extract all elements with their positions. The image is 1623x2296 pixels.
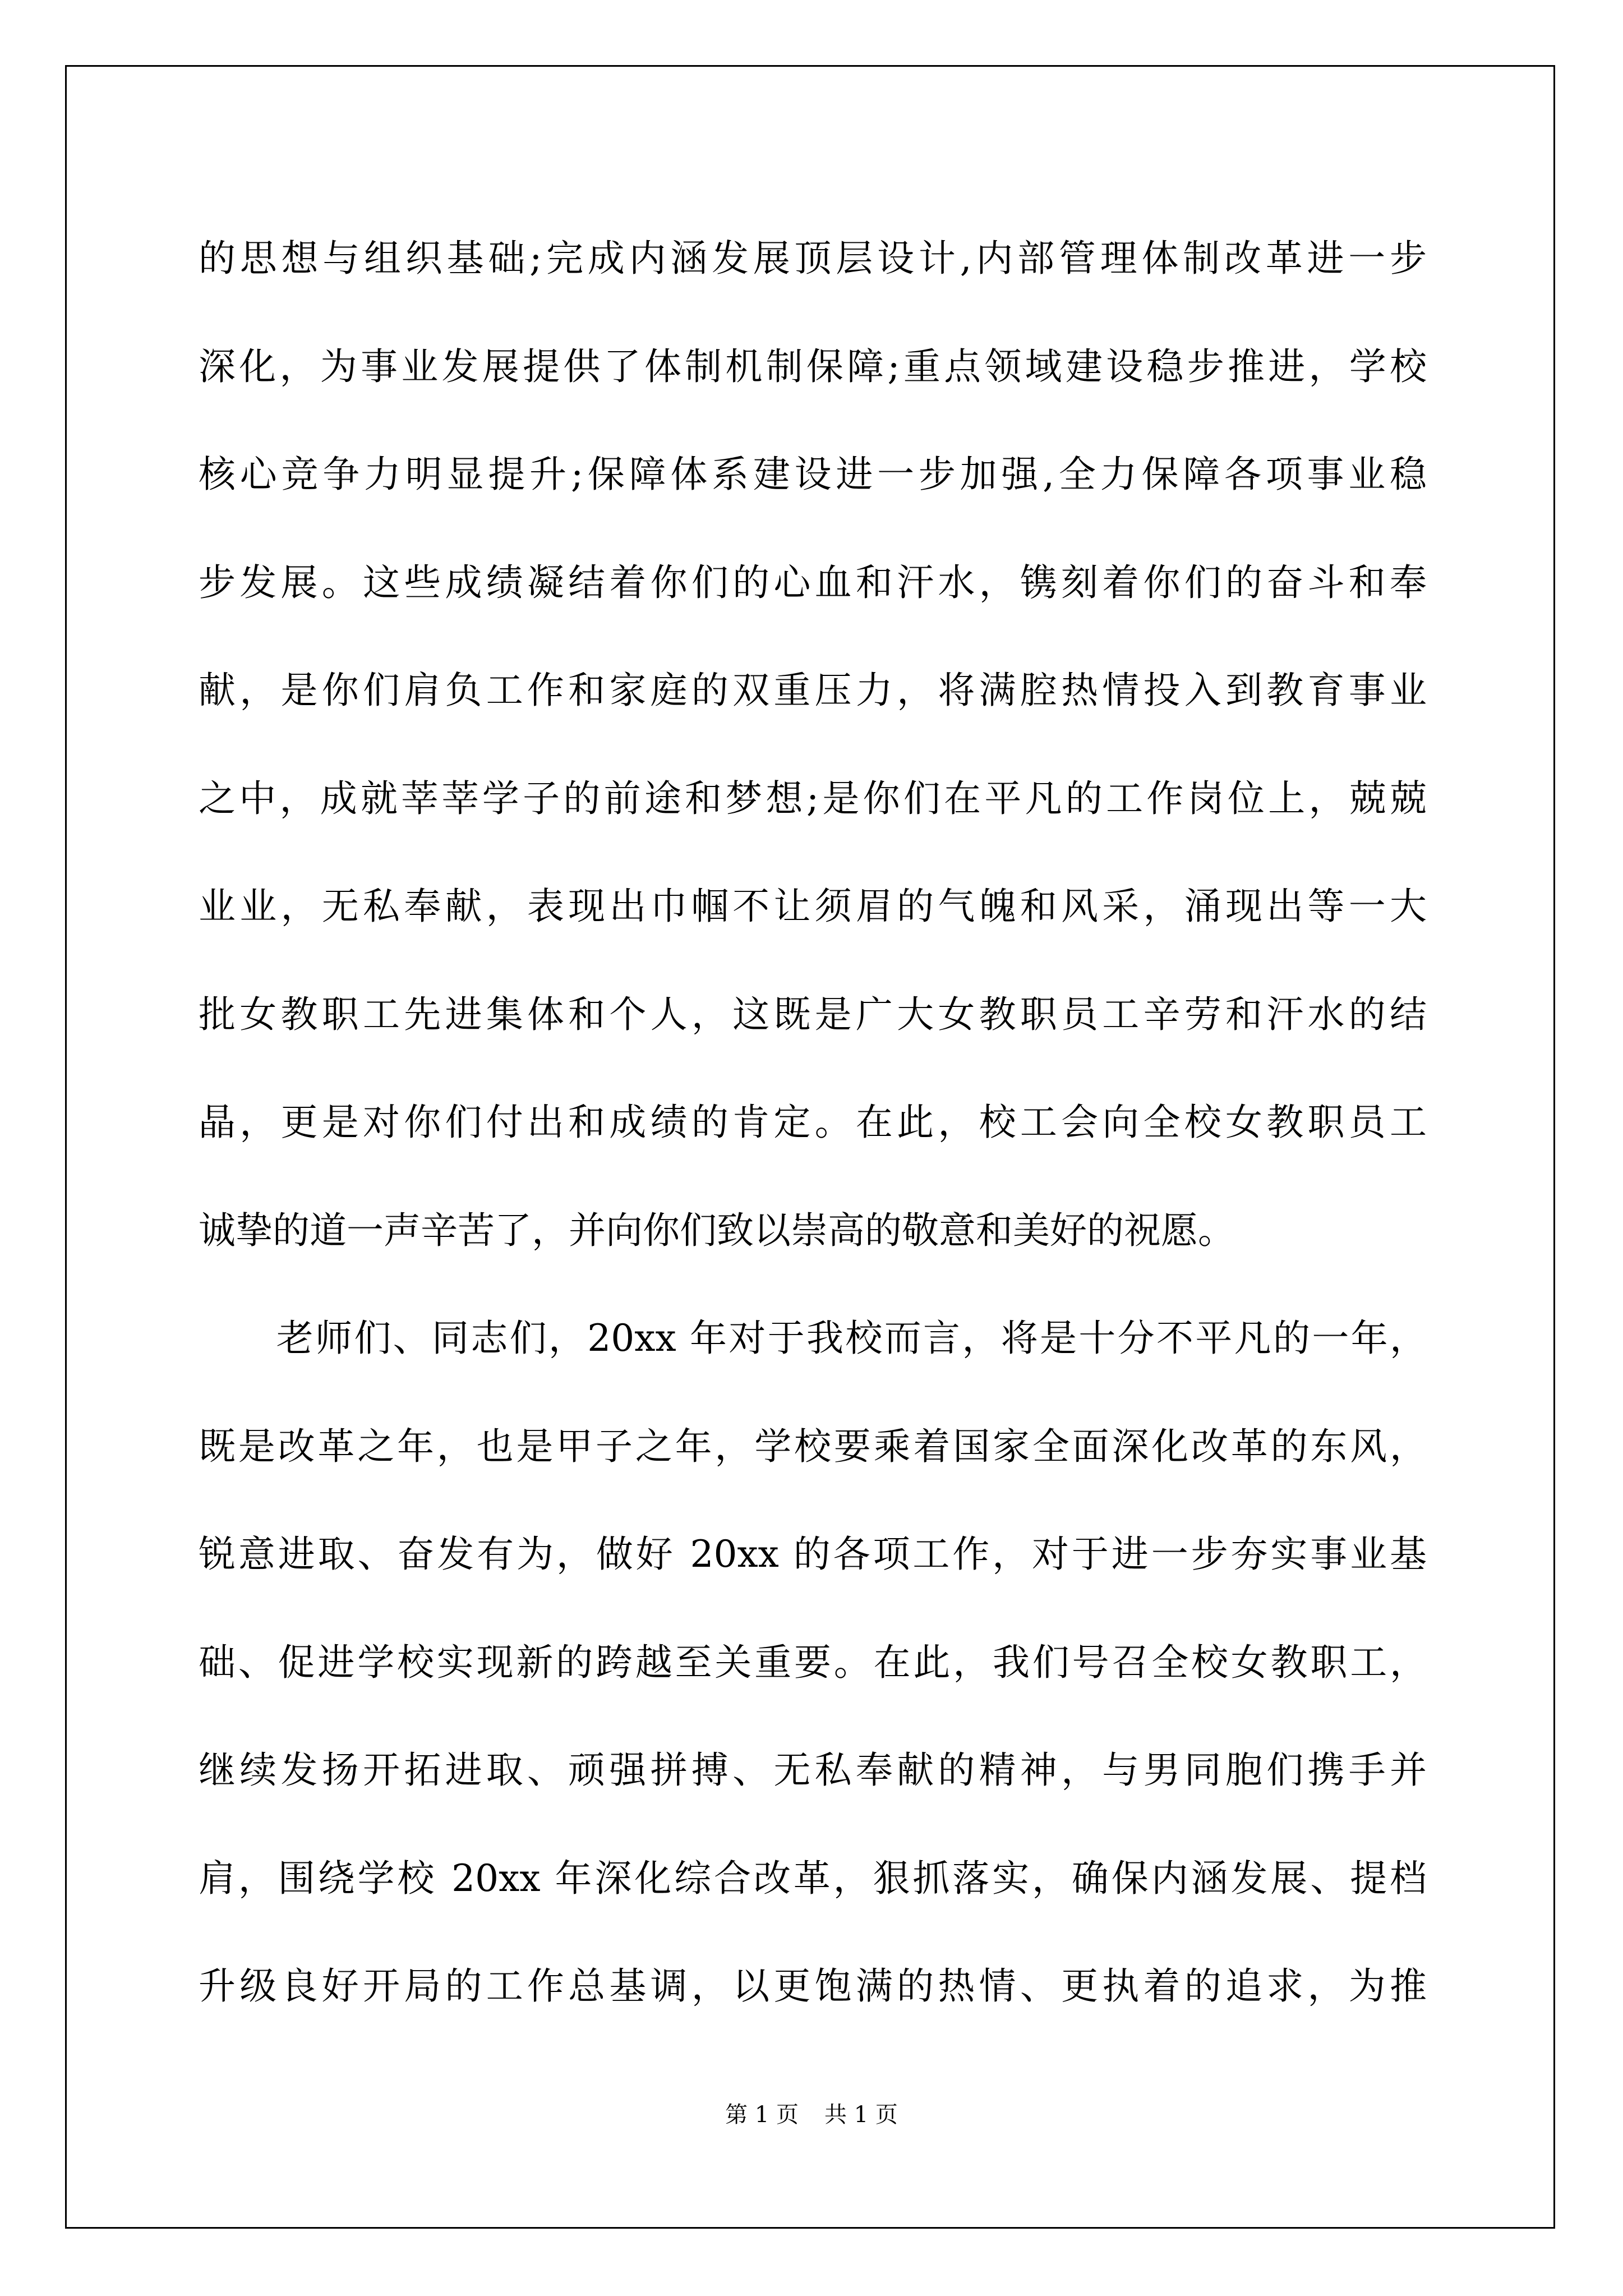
text-line-5: 献，是你们肩负工作和家庭的双重压力，将满腔热情投入到教育事业 [199, 669, 1427, 712]
text-line-2: 深化，为事业发展提供了体制机制保障;重点领域建设稳步推进，学校 [199, 344, 1427, 388]
text-line-7: 业业，无私奉献，表现出巾帼不让须眉的气魄和风采，涌现出等一大 [199, 885, 1427, 928]
text-line-4: 步发展。这些成绩凝结着你们的心血和汗水，镌刻着你们的奋斗和奉 [199, 560, 1427, 604]
page-footer [0, 2101, 1623, 2129]
text-line-10: 诚挚的道一声辛苦了，并向你们致以崇高的敬意和美好的祝愿。 [199, 1208, 1235, 1252]
text-line-17: 升级良好开局的工作总基调，以更饱满的热情、更执着的追求，为推 [199, 1964, 1427, 2008]
text-line-1: 的思想与组织基础;完成内涵发展顶层设计,内部管理体制改革进一步 [199, 237, 1427, 280]
text-line-13: 锐意进取、奋发有为，做好 20xx 的各项工作，对于进一步夯实事业基 [199, 1533, 1427, 1576]
page-number: 第 1 页 [725, 2102, 799, 2128]
text-line-6: 之中，成就莘莘学子的前途和梦想;是你们在平凡的工作岗位上，兢兢 [199, 776, 1427, 820]
text-line-16: 肩，围绕学校 20xx 年深化综合改革，狠抓落实，确保内涵发展、提档 [199, 1856, 1427, 1900]
text-line-14: 础、促进学校实现新的跨越至关重要。在此，我们号召全校女教职工， [199, 1640, 1427, 1684]
text-line-8: 批女教职工先进集体和个人，这既是广大女教职员工辛劳和汗水的结 [199, 992, 1427, 1036]
text-line-12: 既是改革之年，也是甲子之年，学校要乘着国家全面深化改革的东风， [199, 1424, 1427, 1468]
text-line-9: 晶，更是对你们付出和成绩的肯定。在此，校工会向全校女教职员工 [199, 1101, 1427, 1144]
page-total: 共 1 页 [824, 2102, 898, 2128]
text-line-11: 老师们、同志们，20xx 年对于我校而言，将是十分不平凡的一年， [199, 1317, 1427, 1360]
text-line-3: 核心竞争力明显提升;保障体系建设进一步加强,全力保障各项事业稳 [199, 453, 1427, 496]
document-body [199, 205, 1427, 2041]
text-line-15: 继续发扬开拓进取、顽强拼搏、无私奉献的精神，与男同胞们携手并 [199, 1749, 1427, 1792]
